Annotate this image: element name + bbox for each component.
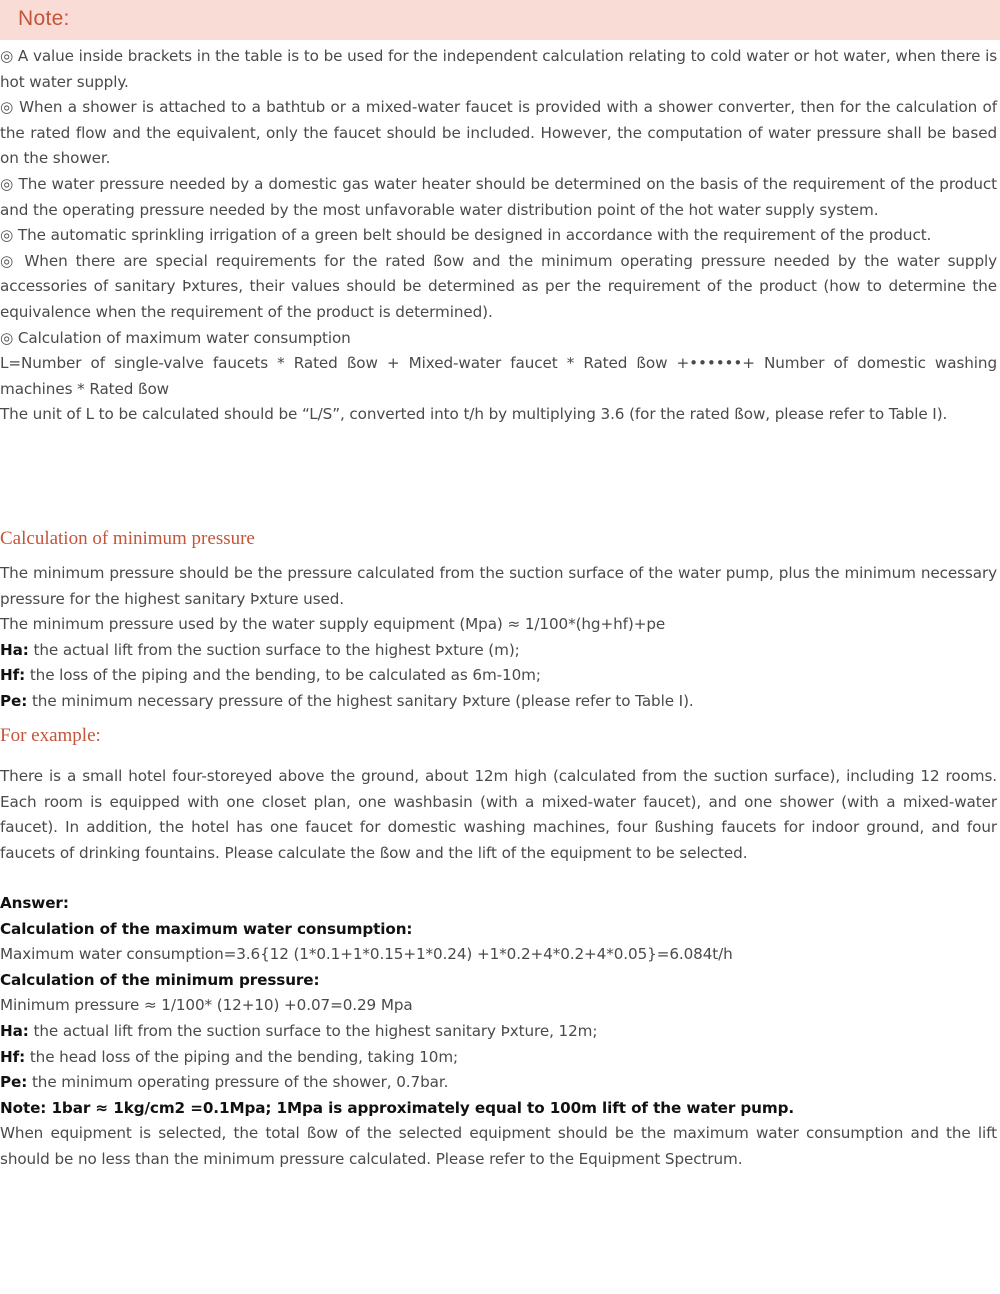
unit-conversion-note: Note: 1bar ≈ 1kg/cm2 =0.1Mpa; 1Mpa is approximately equal to 100m lift of the water pump. xyxy=(0,1098,795,1117)
ha-definition: Ha: the actual lift from the suction surface to the highest Þxture (m); xyxy=(0,640,520,659)
bullet-icon: ◎ xyxy=(0,226,14,245)
answer-body xyxy=(0,891,997,1173)
note-body xyxy=(0,44,997,428)
example-body xyxy=(0,764,997,866)
max-consumption-formula: L=Number of single-valve faucets * Rated ßow + Mixed-water faucet * Rated ßow +••••••+ Number of domestic washing machines * Rated ßow xyxy=(0,354,997,398)
bullet-icon: ◎ xyxy=(0,328,14,347)
note-header-bar xyxy=(0,0,1000,40)
min-pressure-heading: Calculation of minimum pressure xyxy=(0,528,255,549)
example-text: There is a small hotel four-storeyed above the ground, about 12m high (calculated from the suction surface), including 12 rooms. Each room is equipped with one closet plan, one washbasin (with a mixed-water faucet), and one shower (with a mixed-water faucet). In addition, the hotel has one faucet for domestic washing machines, four ßushing faucets for indoor ground, and four faucets of drinking fountains. Please calculate the ßow and the lift of the equipment to be selected. xyxy=(0,767,997,862)
note-item: ◎ A value inside brackets in the table is to be used for the independent calculation relating to cold water or hot water, when there is hot water supply. xyxy=(0,47,998,91)
note-title: Note: xyxy=(18,7,70,30)
unit-note: The unit of L to be calculated should be “L/S”, converted into t/h by multiplying 3.6 (for the rated ßow, please refer to Table I). xyxy=(0,405,948,424)
min-calc-heading: Calculation of the minimum pressure: xyxy=(0,970,320,989)
bullet-icon: ◎ xyxy=(0,98,14,117)
answer-label: Answer: xyxy=(0,894,69,912)
answer-hf: Hf: the head loss of the piping and the bending, taking 10m; xyxy=(0,1047,459,1066)
hf-definition: Hf: the loss of the piping and the bending, to be calculated as 6m-10m; xyxy=(0,666,541,685)
note-item: ◎ Calculation of maximum water consumption xyxy=(0,328,351,347)
min-pressure-intro: The minimum pressure should be the pressure calculated from the suction surface of the water pump, plus the minimum necessary pressure for the highest sanitary Þxture used. xyxy=(0,564,997,608)
max-calc-heading: Calculation of the maximum water consumption: xyxy=(0,919,413,938)
pe-definition: Pe: the minimum necessary pressure of the highest sanitary Þxture (please refer to Table I). xyxy=(0,691,694,710)
note-item: ◎ The automatic sprinkling irrigation of a green belt should be designed in accordance with the requirement of the product. xyxy=(0,226,932,245)
example-heading: For example: xyxy=(0,725,101,746)
note-item: ◎ The water pressure needed by a domestic gas water heater should be determined on the basis of the requirement of the product and the operating pressure needed by the most unfavorable water distribution point of the hot water supply system. xyxy=(0,174,998,219)
answer-ha: Ha: the actual lift from the suction surface to the highest sanitary Þxture, 12m; xyxy=(0,1021,598,1040)
bullet-icon: ◎ xyxy=(0,251,17,270)
min-pressure-formula: The minimum pressure used by the water supply equipment (Mpa) ≈ 1/100*(hg+hf)+pe xyxy=(0,615,666,634)
note-item: ◎ When there are special requirements for the rated ßow and the minimum operating pressure needed by the water supply accessories of sanitary Þxtures, their values should be determined as per the requirement of the product (how to determine the equivalence when the requirement of the product is determined). xyxy=(0,251,997,321)
answer-pe: Pe: the minimum operating pressure of the shower, 0.7bar. xyxy=(0,1073,449,1092)
max-calc-text: Maximum water consumption=3.6{12 (1*0.1+1*0.15+1*0.24) +1*0.2+4*0.2+4*0.05}=6.084t/h xyxy=(0,945,733,964)
min-calc-text: Minimum pressure ≈ 1/100* (12+10) +0.07=0.29 Mpa xyxy=(0,996,413,1015)
bullet-icon: ◎ xyxy=(0,47,14,65)
bullet-icon: ◎ xyxy=(0,174,14,193)
note-item: ◎ When a shower is attached to a bathtub or a mixed-water faucet is provided with a shower converter, then for the calculation of the rated flow and the equivalent, only the faucet should be included. However, the computation of water pressure shall be based on the shower. xyxy=(0,98,997,168)
closing-text: When equipment is selected, the total ßow of the selected equipment should be the maximum water consumption and the lift should be no less than the minimum pressure calculated. Please refer to the Equipment Spectrum. xyxy=(0,1124,997,1168)
min-pressure-body xyxy=(0,561,997,715)
